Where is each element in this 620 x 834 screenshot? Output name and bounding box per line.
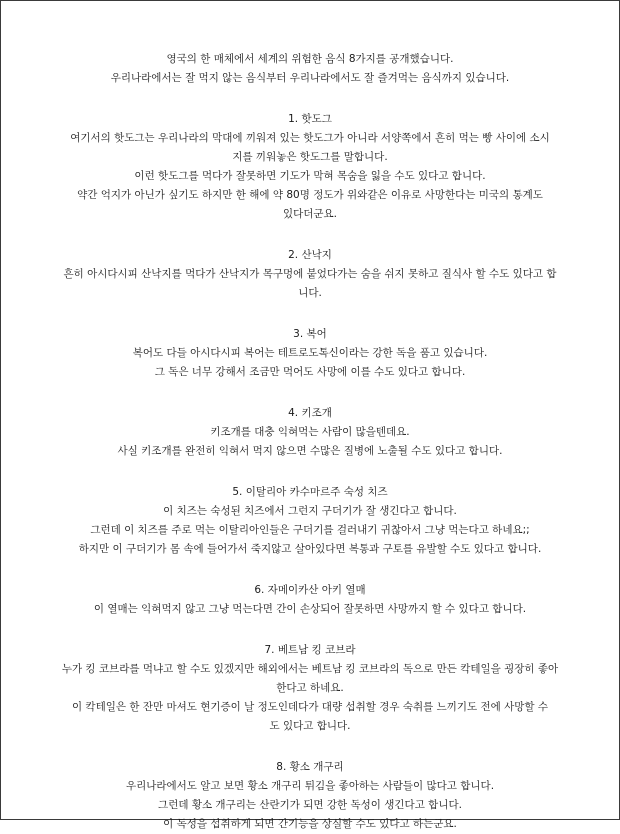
section-line: 흔히 아시다시피 산낙지를 먹다가 산낙지가 목구멍에 붙었다가는 숨을 쉬지 못하고 질식사 할 수도 있다고 합 (63, 268, 557, 280)
section-heading: 2. 산낙지 (288, 249, 332, 261)
section-line: 도 있다고 합니다. (269, 720, 351, 732)
section-line: 키조개를 대충 익혀먹는 사람이 많을텐데요. (210, 426, 410, 438)
section-line: 하지만 이 구더기가 몸 속에 들어가서 죽지않고 살아있다면 복통과 구토를 유발할 수도 있다고 합니다. (78, 543, 542, 555)
section-heading: 8. 황소 개구리 (276, 761, 344, 773)
section-line: 그런데 이 치즈를 주로 먹는 이탈리아인들은 구더기를 걸러내기 귀찮아서 그냥 먹는다고 하네요;; (90, 524, 530, 536)
section-line: 그 독은 너무 강해서 조금만 먹어도 사망에 이를 수도 있다고 합니다. (154, 366, 466, 378)
section-live-octopus (9, 246, 611, 303)
section-heading: 4. 키조개 (288, 407, 332, 419)
section-bullfrog (9, 758, 611, 834)
intro-line: 우리나라에서는 잘 먹지 않는 음식부터 우리나라에서도 잘 즐겨먹는 음식까지 있습니다. (110, 72, 510, 84)
section-heading: 3. 복어 (293, 328, 327, 340)
section-line: 지를 끼워놓은 핫도그를 말합니다. (232, 151, 388, 163)
section-line: 복어도 다들 아시다시피 복어는 테트로도톡신이라는 강한 독을 품고 있습니다. (132, 347, 488, 359)
section-ackee-fruit (9, 581, 611, 619)
section-line: 이 치즈는 숙성된 치즈에서 그런지 구더기가 잘 생긴다고 합니다. (163, 505, 457, 517)
intro-paragraph (9, 50, 611, 88)
section-king-cobra (9, 641, 611, 736)
section-pen-shell (9, 404, 611, 461)
intro-line: 영국의 한 매체에서 세계의 위험한 음식 8가지를 공개했습니다. (166, 53, 454, 65)
section-line: 그런데 황소 개구리는 산란기가 되면 강한 독성이 생긴다고 합니다. (158, 799, 462, 811)
section-pufferfish (9, 325, 611, 382)
section-line: 약간 억지가 아닌가 싶기도 하지만 한 해에 약 80명 정도가 위와같은 이유로 사망한다는 미국의 통계도 (77, 189, 543, 201)
section-line: 이 열매는 익혀먹지 않고 그냥 먹는다면 간이 손상되어 잘못하면 사망까지 할 수 있다고 합니다. (93, 603, 527, 615)
section-heading: 6. 자메이카산 아키 열매 (254, 584, 366, 596)
section-heading: 1. 핫도그 (288, 113, 332, 125)
section-line: 있다더군요. (282, 208, 338, 220)
section-heading: 7. 베트남 킹 코브라 (264, 644, 356, 656)
section-line: 사실 키조개를 완전히 익혀서 먹지 않으면 수많은 질병에 노출될 수도 있다고 합니다. (117, 445, 503, 457)
section-line: 이 독성을 섭취하게 되면 간기능을 상실할 수도 있다고 하는군요. (163, 818, 457, 830)
section-line: 니다. (298, 287, 322, 299)
section-hotdog (9, 110, 611, 224)
section-casu-marzu (9, 483, 611, 559)
section-line: 이런 핫도그를 먹다가 잘못하면 기도가 막혀 목숨을 잃을 수도 있다고 합니다. (134, 170, 486, 182)
section-line: 여기서의 핫도그는 우리나라의 막대에 끼워져 있는 핫도그가 아니라 서양쪽에서 흔히 먹는 빵 사이에 소시 (70, 132, 550, 144)
section-line: 누가 킹 코브라를 먹냐고 할 수도 있겠지만 해외에서는 베트남 킹 코브라의 독으로 만든 칵테일을 굉장히 좋아 (61, 663, 559, 675)
section-line: 이 칵테일은 한 잔만 마셔도 현기증이 날 정도인데다가 대량 섭취할 경우 숙취를 느끼기도 전에 사망할 수 (71, 701, 549, 713)
section-line: 한다고 하네요. (276, 682, 344, 694)
section-line: 우리나라에서도 알고 보면 황소 개구리 튀김을 좋아하는 사람들이 많다고 합니다. (125, 780, 495, 792)
section-heading: 5. 이탈리아 카수마르주 숙성 치즈 (232, 486, 388, 498)
